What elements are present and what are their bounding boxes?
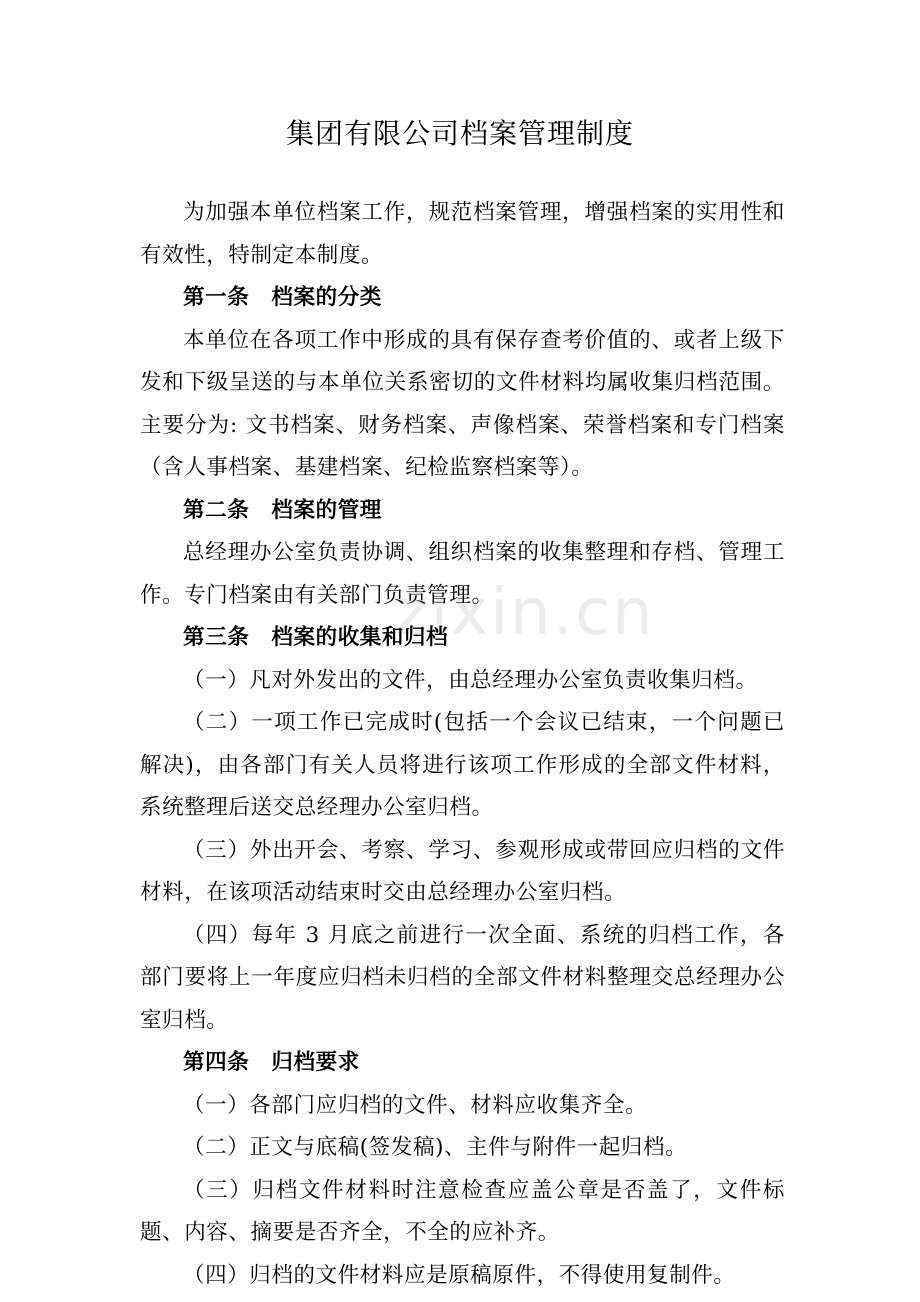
article-3-item-1: （一）凡对外发出的文件，由总经理办公室负责收集归档。 xyxy=(183,667,758,693)
article-4-item-1: （一）各部门应归档的文件、材料应收集齐全。 xyxy=(183,1092,648,1118)
article-3-item-2: （二）一项工作已完成时(包括一个会议已结束，一个问题已解决)，由各部门有关人员将进行该项工作形成的全部文件材料，系统整理后送交总经理办公室归档。 xyxy=(140,710,785,820)
article-4-item-2: （二）正文与底稿(签发稿)、主件与附件一起归档。 xyxy=(183,1135,688,1160)
article-2-heading: 第二条 档案的管理 xyxy=(183,497,382,523)
article-2-paragraph: 总经理办公室负责协调、组织档案的收集整理和存档、管理工作。专门档案由有关部门负责管理。 xyxy=(140,540,785,608)
article-1-paragraph: 本单位在各项工作中形成的具有保存查考价值的、或者上级下发和下级呈送的与本单位关系密切的文件材料均属收集归档范围。主要分为: 文书档案、财务档案、声像档案、荣誉档案和专门档案（含人事档案、基建档案、纪检监察档案等）。 xyxy=(140,327,785,480)
intro-paragraph: 为加强本单位档案工作，规范档案管理，增强档案的实用性和有效性，特制定本制度。 xyxy=(140,200,785,268)
article-3-item-4: （四）每年 3 月底之前进行一次全面、系统的归档工作，各部门要将上一年度应归档未归档的全部文件材料整理交总经理办公室归档。 xyxy=(140,922,785,1033)
article-1-heading: 第一条 档案的分类 xyxy=(183,285,382,310)
article-4-item-4: （四）归档的文件材料应是原稿原件，不得使用复制件。 xyxy=(183,1262,736,1288)
article-4-heading: 第四条 归档要求 xyxy=(183,1050,360,1075)
watermark: zixin.cn xyxy=(395,576,655,650)
article-4-item-3: （三）归档文件材料时注意检查应盖公章是否盖了，文件标题、内容、摘要是否齐全，不全的应补齐。 xyxy=(140,1177,785,1245)
article-3-heading: 第三条 档案的收集和归档 xyxy=(183,625,449,650)
document-body xyxy=(140,192,785,1297)
document-title: 集团有限公司档案管理制度 xyxy=(285,117,634,150)
article-3-item-3: （三）外出开会、考察、学习、参观形成或带回应归档的文件材料，在该项活动结束时交由总经理办公室归档。 xyxy=(140,837,785,905)
